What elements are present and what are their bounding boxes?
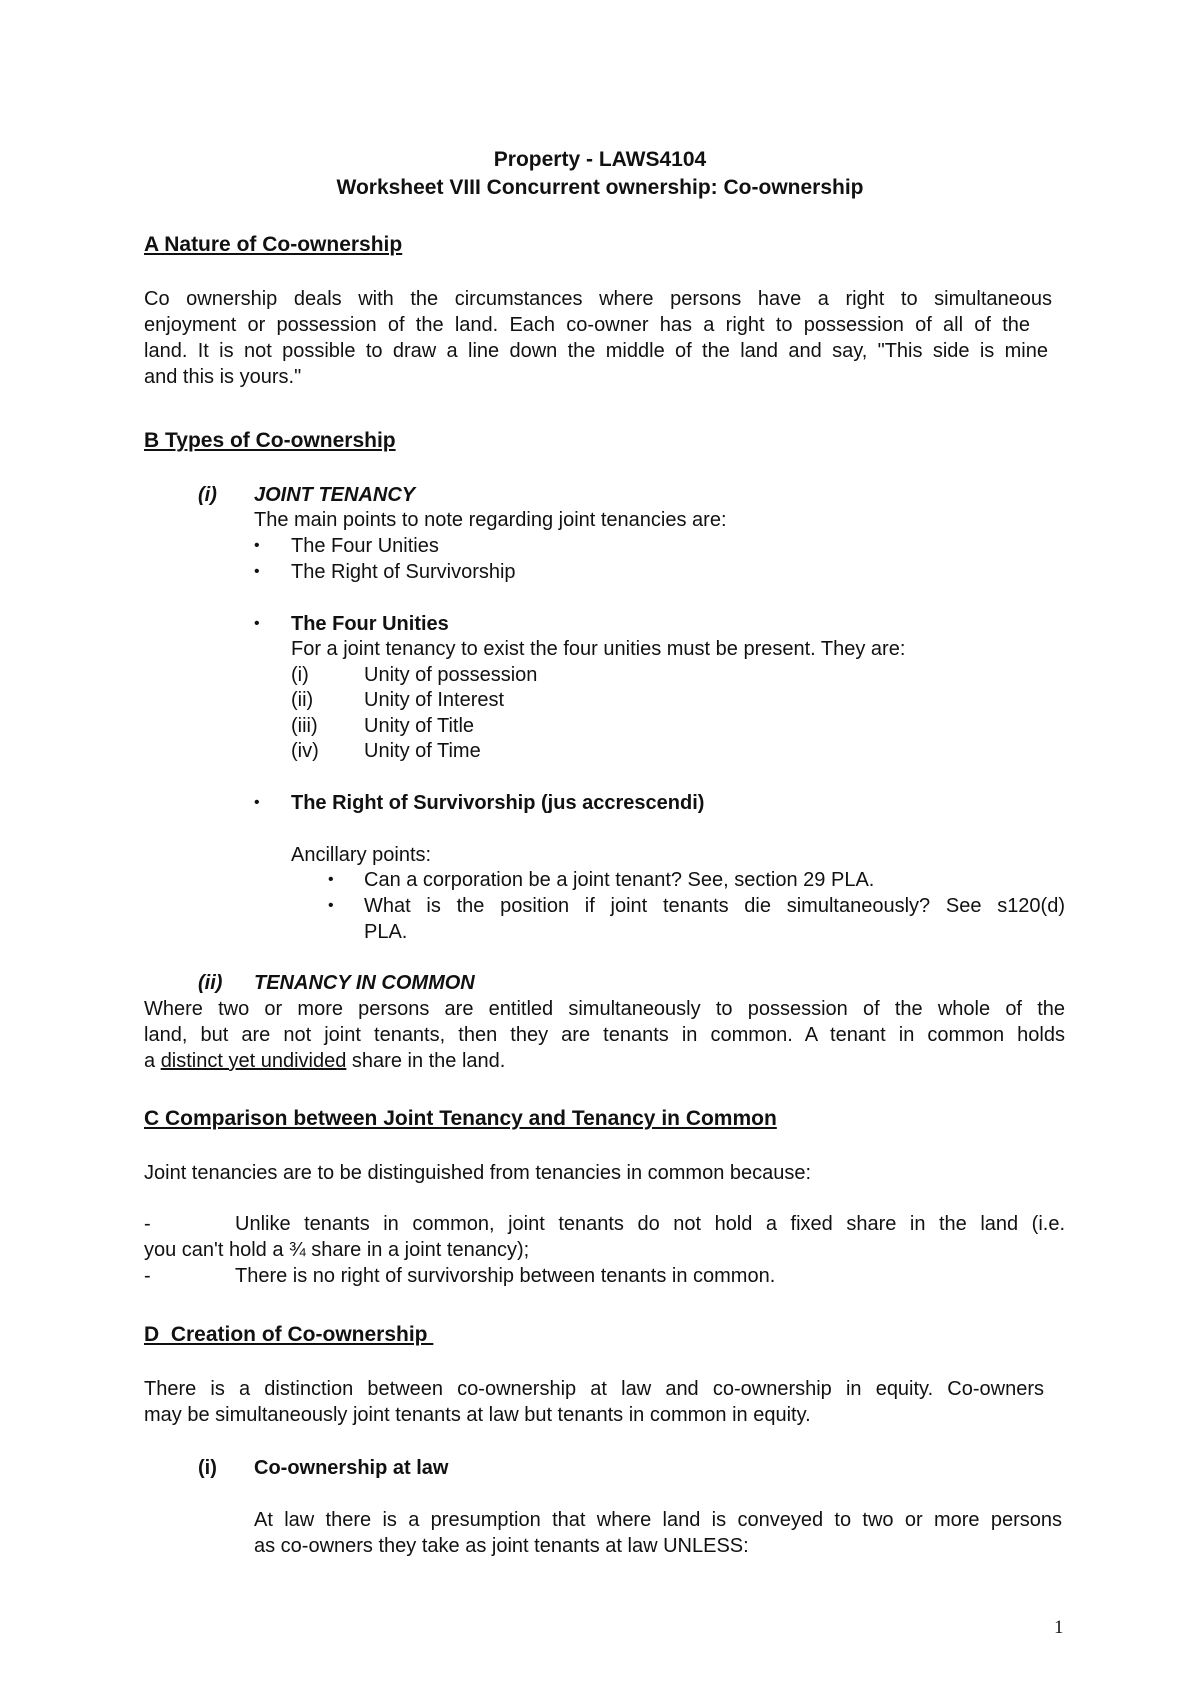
co-ownership-at-law-line-2: as co-owners they take as joint tenants at law UNLESS: (254, 1535, 749, 1557)
joint-point-2: The Right of Survivorship (291, 561, 516, 583)
co-ownership-at-law-title: Co-ownership at law (254, 1457, 449, 1479)
ancillary-point-2-line-2: PLA. (364, 921, 408, 943)
section-a-line-2: enjoyment or possession of the land. Each co-owner has a right to possession of all of the (144, 314, 1030, 336)
distinct-undivided-phrase: distinct yet undivided (160, 1050, 347, 1072)
joint-tenancy-title: JOINT TENANCY (254, 484, 416, 506)
section-d-heading: D Creation of Co-ownership (144, 1323, 434, 1346)
section-b-heading: B Types of Co-ownership (144, 429, 396, 452)
four-unities-title: The Four Unities (291, 613, 449, 635)
section-a-heading: A Nature of Co-ownership (144, 233, 403, 256)
co-ownership-at-law-number: (i) (198, 1457, 217, 1479)
unity-3-number: (iii) (291, 715, 318, 737)
tenancy-in-common-number: (ii) (198, 972, 223, 994)
section-d-line-1: There is a distinction between co-ownership at law and co-ownership in equity. Co-owners (144, 1378, 1044, 1400)
bullet-icon: • (328, 897, 334, 914)
co-ownership-at-law-line-1: At law there is a presumption that where land is conveyed to two or more persons (254, 1509, 1062, 1531)
bullet-icon: • (254, 563, 260, 580)
unity-4-number: (iv) (291, 740, 319, 762)
ancillary-point-1: Can a corporation be a joint tenant? See, section 29 PLA. (364, 869, 875, 891)
bullet-icon: • (254, 615, 260, 632)
section-a-line-3: land. It is not possible to draw a line down the middle of the land and say, "This side is mine (144, 340, 1048, 362)
section-d-line-2: may be simultaneously joint tenants at law but tenants in common in equity. (144, 1404, 811, 1426)
document-title: Property - LAWS4104 (493, 148, 707, 171)
section-a-line-4: and this is yours." (144, 366, 302, 388)
tenancy-in-common-line-1: Where two or more persons are entitled simultaneously to possession of the whole of the (144, 998, 1065, 1020)
section-c-intro: Joint tenancies are to be distinguished from tenancies in common because: (144, 1162, 812, 1184)
joint-tenancy-intro: The main points to note regarding joint tenancies are: (254, 509, 727, 531)
ancillary-point-2-line-1: What is the position if joint tenants die simultaneously? See s120(d) (364, 895, 1065, 917)
tenancy-in-common-line-3: a distinct yet undivided share in the land. (144, 1050, 506, 1072)
dash-marker: - (144, 1213, 151, 1235)
unity-1-number: (i) (291, 664, 309, 686)
section-c-item-1-line-2: you can't hold a ¾ share in a joint tenancy); (144, 1239, 530, 1261)
unity-2-text: Unity of Interest (364, 689, 505, 711)
section-c-item-2: There is no right of survivorship between tenants in common. (235, 1265, 776, 1287)
tenancy-in-common-title: TENANCY IN COMMON (254, 972, 475, 994)
section-c-item-1-line-1: Unlike tenants in common, joint tenants do not hold a fixed share in the land (i.e. (235, 1213, 1065, 1235)
tenancy-in-common-line-2: land, but are not joint tenants, then they are tenants in common. A tenant in common holds (144, 1024, 1065, 1046)
unity-1-text: Unity of possession (364, 664, 538, 686)
bullet-icon: • (254, 537, 260, 554)
document-subtitle: Worksheet VIII Concurrent ownership: Co-ownership (336, 176, 864, 199)
survivorship-title: The Right of Survivorship (jus accrescendi) (291, 792, 705, 814)
unity-4-text: Unity of Time (364, 740, 481, 762)
page-number: 1 (1054, 1617, 1064, 1638)
section-a-line-1: Co ownership deals with the circumstances where persons have a right to simultaneous (144, 288, 1052, 310)
unity-2-number: (ii) (291, 689, 314, 711)
four-unities-intro: For a joint tenancy to exist the four unities must be present. They are: (291, 638, 906, 660)
joint-tenancy-number: (i) (198, 484, 217, 506)
dash-marker: - (144, 1265, 151, 1287)
section-c-heading: C Comparison between Joint Tenancy and Tenancy in Common (144, 1107, 777, 1130)
unity-3-text: Unity of Title (364, 715, 475, 737)
bullet-icon: • (328, 871, 334, 888)
ancillary-label: Ancillary points: (291, 844, 432, 866)
bullet-icon: • (254, 794, 260, 811)
joint-point-1: The Four Unities (291, 535, 439, 557)
